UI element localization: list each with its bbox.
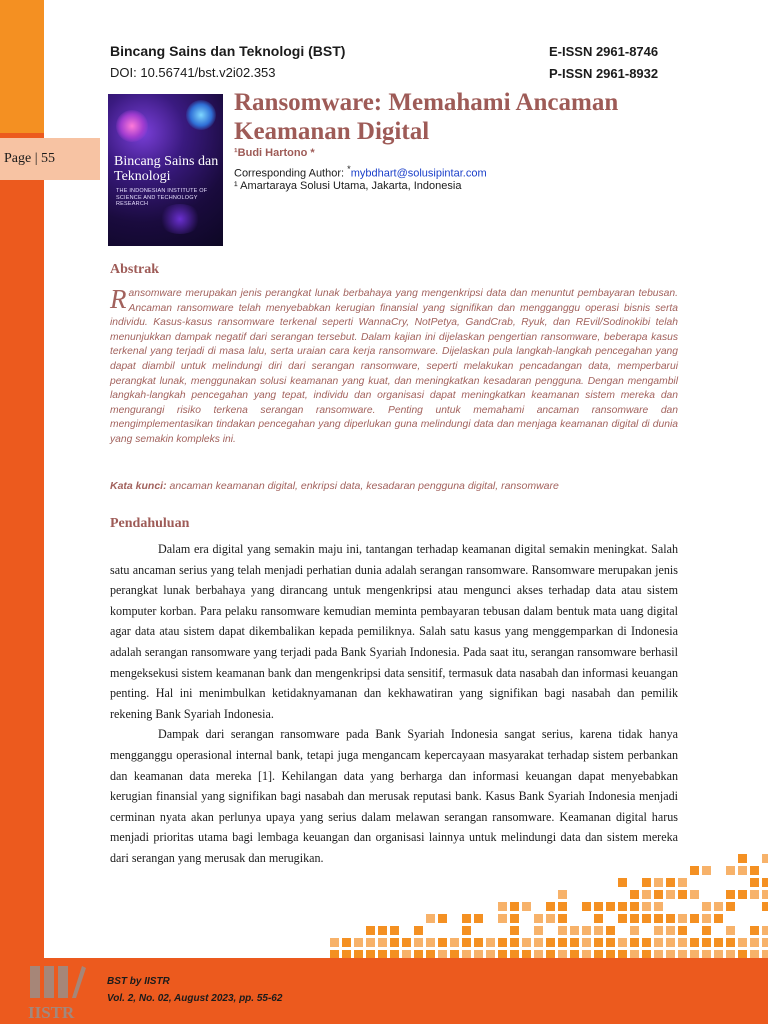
- article-title: Ransomware: Memahami Ancaman Keamanan Digital: [234, 89, 619, 145]
- author-name: ¹Budi Hartono *: [234, 147, 315, 159]
- journal-name: Bincang Sains dan Teknologi (BST): [110, 43, 346, 59]
- introduction-body: [110, 539, 678, 869]
- keywords-list: ancaman keamanan digital, enkripsi data, kesadaran pengguna digital, ransomware: [166, 480, 559, 492]
- journal-doi[interactable]: DOI: 10.56741/bst.v2i02.353: [110, 65, 276, 80]
- corresponding-mark: *: [347, 164, 351, 174]
- cover-glow-decoration: [186, 100, 216, 130]
- author-affiliation: ¹ Amartaraya Solusi Utama, Jakarta, Indonesia: [234, 180, 462, 192]
- abstract-dropcap: R: [110, 284, 127, 314]
- footer-publisher: BST by IISTR: [107, 976, 170, 987]
- keywords-label: Kata kunci:: [110, 480, 167, 492]
- page-number-tab: Page | 55: [0, 138, 100, 180]
- left-accent-strip-top: [0, 0, 44, 133]
- introduction-paragraph: Dalam era digital yang semakin maju ini, tantangan terhadap keamanan digital semakin meningkat. Salah satu ancaman serius yang telah menjadi perhatian dunia adalah serangan ransomware. Ransomware merupakan jenis perangkat lunak berbahaya yang dirancang untuk mengenkripsi atau mengunci akses terhadap data atau sistem komputer korban. Para pelaku ransomware kemudian meminta pembayaran tebusan dalam bentuk mata uang digital agar data atau sistem dapat dikembalikan kepada pemiliknya. Salah satu kasus yang menggemparkan di Indonesia adalah serangan ransomware yang terjadi pada Bank Syariah Indonesia. Pada saat itu, serangan ransomware berhasil mengeksekusi sistem keamanan bank dan mengenkripsi data sensitif, termasuk data nasabah dan informasi keuangan penting. Hal ini menimbulkan ketidaknyamanan dan kekhawatiran yang signifikan bagi nasabah dan pemilik rekening Bank Syariah Indonesia.: [110, 542, 678, 721]
- journal-cover-image: [108, 94, 223, 246]
- abstract-body: ansomware merupakan jenis perangkat lunak berbahaya yang mengenkripsi data dan menuntut pembayaran tebusan. Ancaman ransomware telah menyebabkan kerugian finansial yang signifikan dan mengganggu operasi bisnis serta individu. Kasus-kasus ransomware terkenal seperti WannaCry, NotPetya, GandCrab, Ryuk, dan REvil/Sodinokibi telah menunjukkan dampak negatif dari serangan tersebut. Dalam kajian ini dijelaskan pengertian ransomware, beberapa kasus terkenal yang terjadi di masa lalu, serta uraian cara kerja ransomware. Dijelaskan pula langkah-langkah pencegahan yang dapat diambil untuk melindungi diri dari serangan ransomware, seperti melakukan pencadangan data, memperbarui perangkat lunak, menggunakan solusi keamanan yang kuat, dan meningkatkan kesadaran pengguna. Dengan mengambil langkah-langkah pencegahan yang tepat, individu dan organisasi dapat meningkatkan keamanan sistem mereka dan mengurangi risiko terkena serangan ransomware. Penting untuk memahami ancaman ransomware dan mengimplementasikan tindakan pencegahan yang diperlukan guna melindungi data dan menjaga keamanan digital di dunia yang semakin kompleks ini.: [110, 288, 678, 445]
- cover-glow-decoration: [158, 204, 202, 234]
- footer-band: [0, 958, 768, 1024]
- cover-glow-decoration: [116, 110, 148, 142]
- abstract-heading: Abstrak: [110, 262, 160, 277]
- introduction-paragraph: Dampak dari serangan ransomware pada Bank Syariah Indonesia sangat serius, karena tidak hanya mengganggu operasional internal bank, tetapi juga mengancam kepercayaan masyarakat terhadap sistem perbankan dan keamanan data mereka [1]. Kehilangan data yang berharga dan informasi keuangan dapat menyebabkan kerugian finansial yang signifikan bagi nasabah dan merusak reputasi bank. Kasus Bank Syariah Indonesia menjadi cerminan nyata akan perlunya upaya yang serius dalam melawan serangan ransomware. Keamanan digital harus menjadi prioritas utama bagi lembaga keuangan dan organisasi lainnya untuk melindungi data dan sistem mereka dari serangan yang merusak dan merugikan.: [110, 727, 678, 865]
- footer-volume-info: Vol. 2, No. 02, August 2023, pp. 55-62: [107, 993, 283, 1004]
- e-issn: E-ISSN 2961-8746: [549, 44, 659, 59]
- cover-title: Bincang Sains dan Teknologi: [114, 154, 219, 184]
- keywords: [110, 480, 559, 492]
- cover-subtitle: THE INDONESIAN INSTITUTE OF SCIENCE AND TECHNOLOGY RESEARCH: [116, 188, 208, 207]
- abstract-text: [110, 284, 678, 448]
- author-email-link[interactable]: mybdhart@solusipintar.com: [350, 167, 487, 180]
- p-issn: P-ISSN 2961-8932: [549, 66, 659, 81]
- corresponding-author: [234, 164, 487, 180]
- logo-text: IISTR: [28, 1003, 75, 1022]
- iistr-logo: [24, 962, 90, 1022]
- corresponding-label: Corresponding Author:: [234, 167, 348, 180]
- introduction-heading: Pendahuluan: [110, 516, 190, 531]
